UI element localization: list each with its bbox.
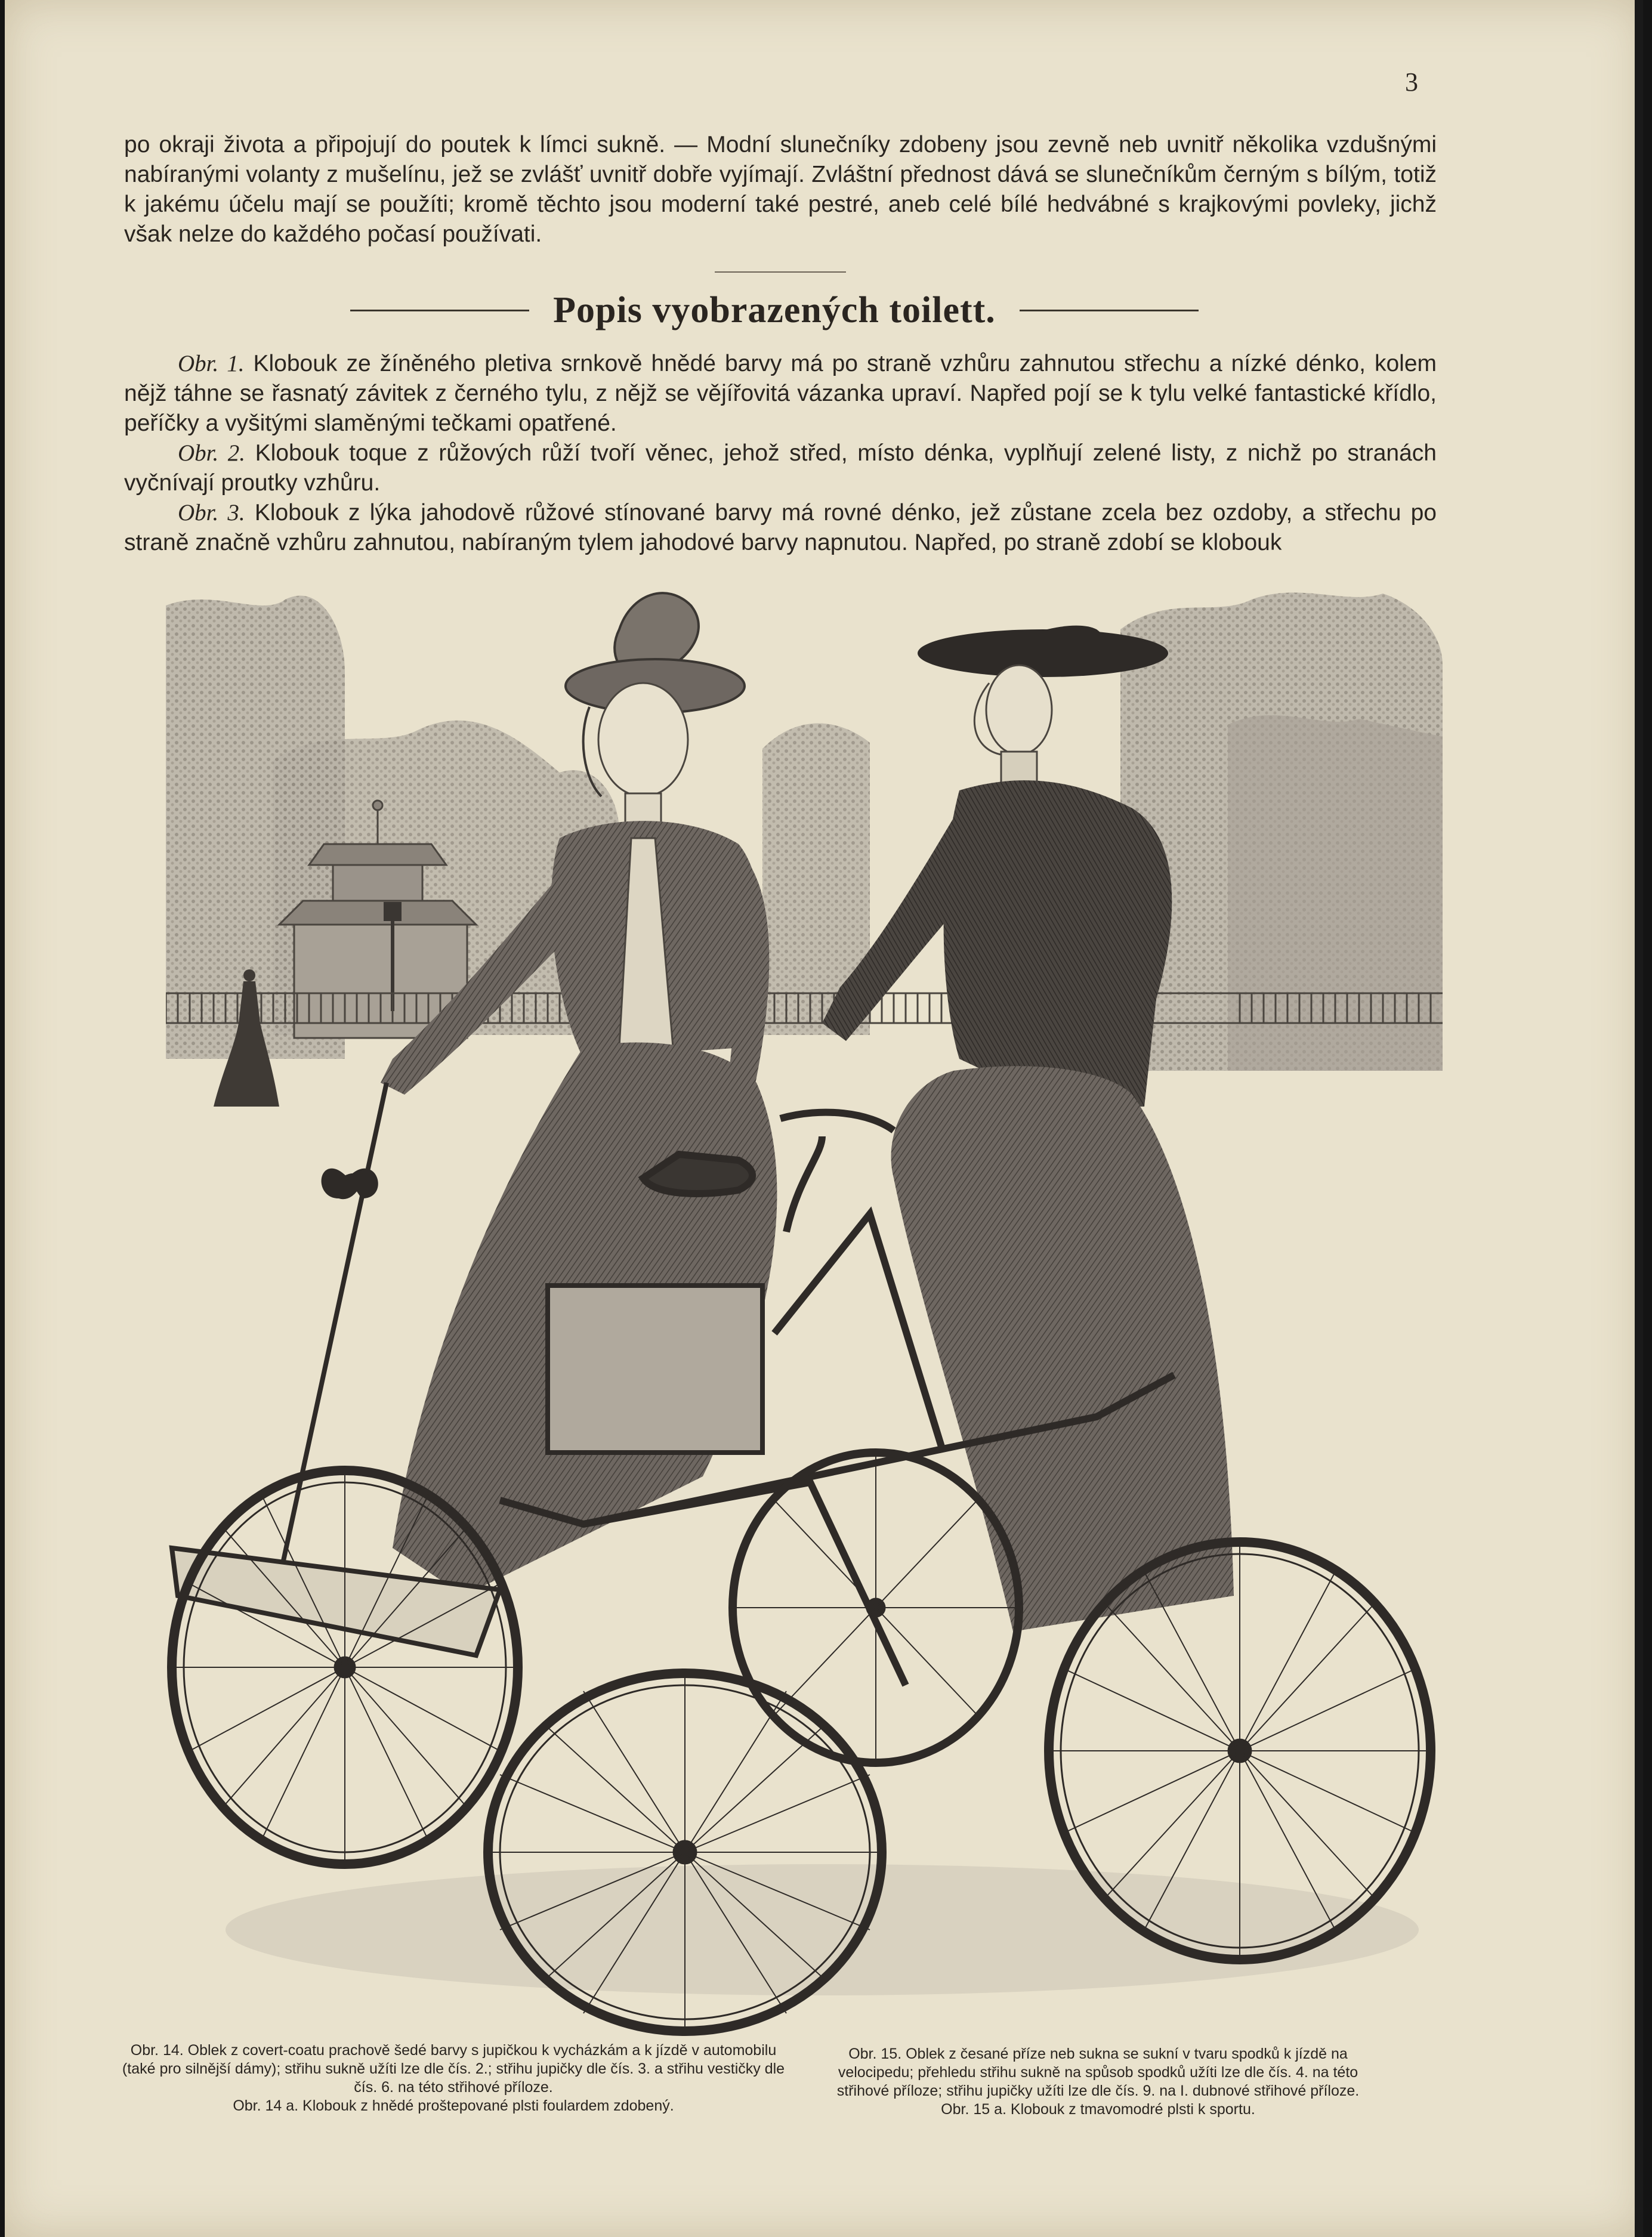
intro-paragraph: po okraji života a připojují do poutek k límci sukně. — Modní slunečníky zdobeny jsou zevně neb uvnitř několika vzdušnými nabíranými volanty z mušelínu, jež se zvlášť uvnitř dobře vyjímají. Zvláštní přednost dává se slunečníkům černým s bílým, totiž k jakému účelu mají se použíti; kromě těchto jsou moderní také pestré, aneb celé bílé hedvábné s krajkovými povleky, jichž však nelze do každého počasí používati. [124,132,1437,247]
description-obr-1 [124,349,1437,438]
caption-sub: Obr. 14 a. Klobouk z hnědé proštepované plsti foulardem zdobený. [233,2097,674,2114]
description-text: Klobouk toque z růžových růží tvoří věnec, jehož střed, místo dénka, vyplňují zelené listy, z nichž po stranách vyčnívají proutky vzhůru. [124,440,1437,496]
caption-main: Obr. 15. Oblek z česané příze neb sukna se sukní v tvaru spodků k jízdě na velocipedu; přehledu střihu sukně na spůsob spodků užíti lze dle čís. 4. na této střihové příloze; střihu jupičky užíti lze dle čís. 9. na I. dubnové střihové příloze. [836,2046,1360,2099]
description-obr-2 [124,438,1437,498]
quadricycle-illustration [166,582,1443,2037]
cane [273,1083,387,1608]
magazine-page [5,0,1643,2237]
description-obr-3 [124,498,1437,558]
section-divider [715,271,846,273]
description-text: Klobouk z lýka jahodově růžové stínované barvy má rovné dénko, jež zůstane zcela bez ozdoby, a střechu po straně značně vzhůru zahnutou, nabíraným tylem jahodové barvy napnutou. Napřed, po straně zdobí se klobouk [124,500,1437,555]
section-heading-row [327,286,1222,334]
heading-rule-left [350,310,529,311]
caption-obr-15 [819,2045,1377,2119]
description-text: Klobouk ze žíněného pletiva srnkově hnědé barvy má po straně vzhůru zahnutou střechu a nízké dénko, kolem nějž táhne se řasnatý závitek z černého tylu, z nějž se vějířovitá vázanka upraví. Napřed pojí se k tylu velké fantastické křídlo, peříčky a vyšitými slaměnými tečkami opatřené. [124,351,1437,436]
page-number: 3 [1405,67,1418,97]
caption-main: Obr. 14. Oblek z covert-coatu prachově šedé barvy s jupičkou k vycházkám a k jízdě v automobilu (také pro silnější dámy); střihu sukně užíti lze dle čís. 2.; střihu jupičky dle čís. 3. a střihu vestičky dle čís. 6. na této střihové příloze. [122,2042,785,2096]
section-heading: Popis vyobrazených toilett. [553,289,996,330]
page-edge [1635,0,1643,2237]
heading-rule-right [1020,310,1199,311]
description-label: Obr. 1. [178,351,245,376]
caption-sub: Obr. 15 a. Klobouk z tmavomodré plsti k sportu. [941,2101,1255,2118]
description-label: Obr. 3. [178,500,245,526]
caption-obr-14 [119,2041,788,2115]
description-label: Obr. 2. [178,440,245,466]
